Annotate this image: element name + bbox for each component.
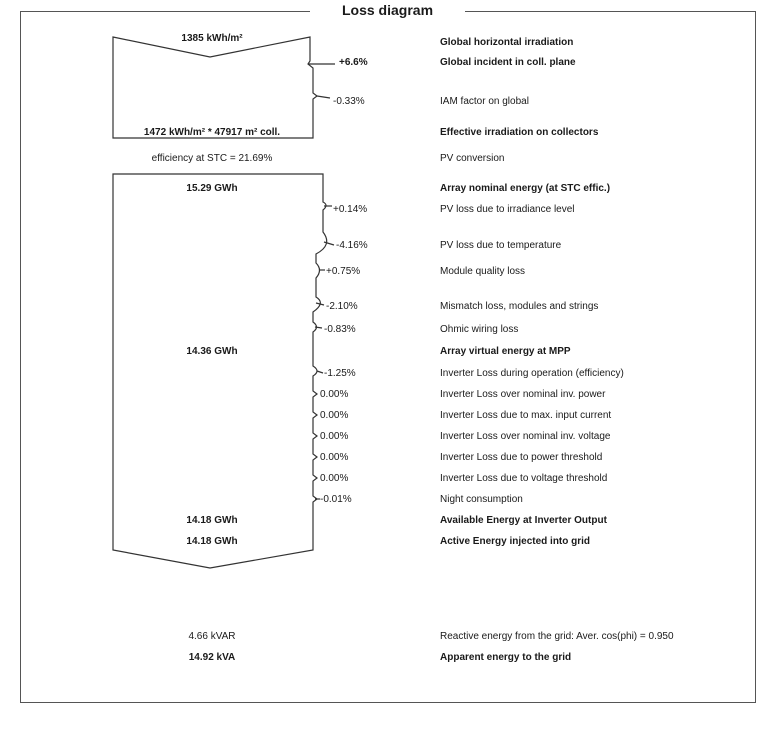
night-consumption-label: Night consumption bbox=[440, 494, 523, 505]
pv-conversion-label: PV conversion bbox=[440, 153, 505, 164]
array-nominal-value: 15.29 GWh bbox=[186, 183, 238, 194]
temperature-label: PV loss due to temperature bbox=[440, 240, 562, 251]
loss-arrow-iam bbox=[317, 96, 330, 98]
inv-max-current-label: Inverter Loss due to max. input current bbox=[440, 410, 612, 421]
temperature-value: -4.16% bbox=[336, 240, 368, 251]
reactive-energy-label: Reactive energy from the grid: Aver. cos(phi) = 0.950 bbox=[440, 631, 674, 642]
iam-value: -0.33% bbox=[333, 96, 365, 107]
diagram-title: Loss diagram bbox=[310, 0, 465, 22]
inv-power-threshold-value: 0.00% bbox=[320, 452, 349, 463]
injected-energy-label: Active Energy injected into grid bbox=[440, 536, 591, 547]
effective-irradiation-label: Effective irradiation on collectors bbox=[440, 127, 599, 138]
inv-nominal-power-label: Inverter Loss over nominal inv. power bbox=[440, 389, 606, 400]
inv-power-threshold-label: Inverter Loss due to power threshold bbox=[440, 452, 603, 463]
inv-nominal-power-value: 0.00% bbox=[320, 389, 349, 400]
mismatch-value: -2.10% bbox=[326, 301, 358, 312]
ohmic-value: -0.83% bbox=[324, 324, 356, 335]
inv-operation-value: -1.25% bbox=[324, 368, 356, 379]
stc-efficiency-value: efficiency at STC = 21.69% bbox=[151, 153, 273, 164]
apparent-energy-value: 14.92 kVA bbox=[188, 652, 236, 663]
irradiance-level-label: PV loss due to irradiance level bbox=[440, 204, 575, 215]
inv-voltage-threshold-label: Inverter Loss due to voltage threshold bbox=[440, 473, 608, 484]
inv-operation-label: Inverter Loss during operation (efficiency) bbox=[440, 368, 624, 379]
inv-nominal-voltage-value: 0.00% bbox=[320, 431, 349, 442]
ohmic-label: Ohmic wiring loss bbox=[440, 324, 519, 335]
array-nominal-label: Array nominal energy (at STC effic.) bbox=[440, 183, 611, 194]
reactive-energy-value: 4.66 kVAR bbox=[188, 631, 236, 642]
incident-gain-value: +6.6% bbox=[339, 57, 368, 68]
array-virtual-value: 14.36 GWh bbox=[186, 346, 238, 357]
night-value: -0.01% bbox=[320, 494, 352, 505]
loss-arrow-inverter bbox=[317, 371, 323, 373]
inv-voltage-threshold-value: 0.00% bbox=[320, 473, 349, 484]
irradiation-block bbox=[113, 37, 317, 138]
injected-energy-value: 14.18 GWh bbox=[186, 536, 238, 547]
iam-label: IAM factor on global bbox=[440, 96, 529, 107]
irradiance-level-value: +0.14% bbox=[333, 204, 368, 215]
ghi-label: Global horizontal irradiation bbox=[440, 37, 574, 48]
mismatch-label: Mismatch loss, modules and strings bbox=[440, 301, 599, 312]
inv-max-current-value: 0.00% bbox=[320, 410, 349, 421]
energy-block bbox=[113, 174, 327, 568]
incident-label: Global incident in coll. plane bbox=[440, 57, 576, 68]
module-quality-value: +0.75% bbox=[326, 266, 361, 277]
apparent-energy-label: Apparent energy to the grid bbox=[440, 652, 572, 663]
available-energy-label: Available Energy at Inverter Output bbox=[440, 515, 607, 526]
ghi-value: 1385 kWh/m² bbox=[181, 33, 243, 44]
module-quality-label: Module quality loss bbox=[440, 266, 526, 277]
available-energy-value: 14.18 GWh bbox=[186, 515, 238, 526]
inv-nominal-voltage-label: Inverter Loss over nominal inv. voltage bbox=[440, 431, 611, 442]
array-virtual-label: Array virtual energy at MPP bbox=[440, 346, 571, 357]
effective-irradiation-value: 1472 kWh/m² * 47917 m² coll. bbox=[143, 127, 281, 138]
